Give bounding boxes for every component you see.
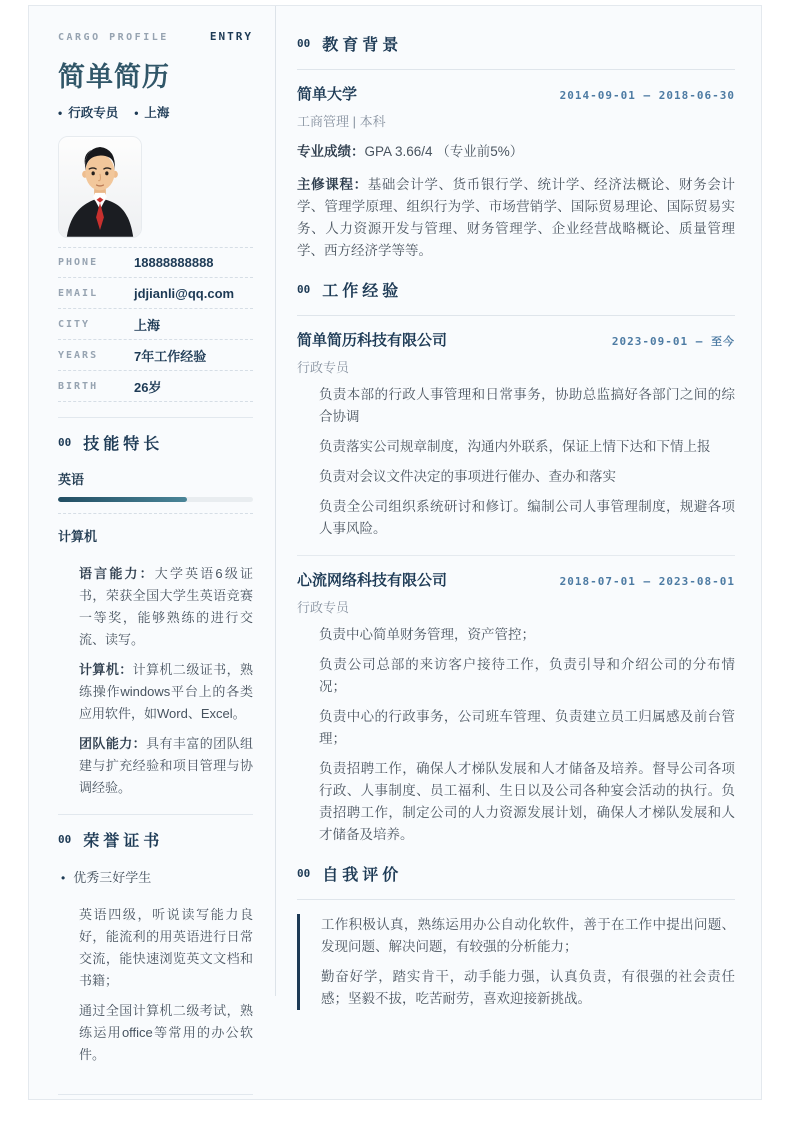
profile-header	[58, 30, 253, 43]
section-evaluation	[297, 862, 735, 1010]
job-bullet: 负责全公司组织系统研讨和修订。编制公司人事管理制度，规避各项人事风险。	[319, 499, 735, 536]
main-column	[276, 6, 763, 1010]
contact-row-birth	[58, 371, 253, 402]
section-header-skills	[58, 431, 253, 454]
section-title: 技能特长	[83, 436, 164, 453]
contact-label: YEARS	[58, 349, 99, 361]
desc-label: 语言能力：	[79, 566, 155, 581]
job-bullet: 负责对会议文件决定的事项进行催办、查办和落实	[319, 469, 616, 484]
desc-label: 团队能力：	[79, 736, 147, 751]
section-number: 00	[297, 867, 311, 880]
skill-desc-team: 团队能力：具有丰富的团队组建与扩充经验和项目管理与协调经验。	[79, 736, 253, 795]
job-separator	[297, 555, 735, 556]
job-bullet: 负责招聘工作，确保人才梯队发展和人才储备及培养。督导公司各项行政、人事制度、员工福利、生日以及公司各种宴会活动的执行。负责招聘工作，制定公司的人力资源发展计划，确保人才梯队发展和人才储备及培养。	[319, 761, 735, 842]
education-dates: 2014-09-01 – 2018-06-30	[559, 89, 735, 102]
candidate-tags	[58, 103, 253, 121]
contact-value: 26岁	[134, 379, 162, 395]
skill-desc-computer: 计算机：计算机二级证书，熟练操作windows平台上的各类应用软件，如Word、Excel。	[79, 662, 253, 721]
contact-label: BIRTH	[58, 380, 99, 392]
section-header-evaluation	[297, 862, 735, 900]
contact-label: CITY	[58, 318, 91, 330]
desc-label: 计算机：	[79, 662, 133, 677]
contact-row-email	[58, 278, 253, 309]
resume-sheet	[28, 5, 762, 1100]
contact-row-city	[58, 309, 253, 340]
job-entry-1	[297, 329, 735, 540]
company-name: 心流网络科技有限公司	[297, 572, 448, 589]
job-dates: 2018-07-01 – 2023-08-01	[559, 575, 735, 588]
contact-label: EMAIL	[58, 287, 99, 299]
sidebar	[29, 6, 276, 1095]
company-name: 简单简历科技有限公司	[297, 332, 448, 349]
gpa-label: 专业成绩：	[297, 144, 365, 159]
skill-separator	[58, 513, 253, 514]
section-number: 00	[58, 833, 72, 846]
contact-row-years	[58, 340, 253, 371]
honor-item-text: 优秀三好学生	[73, 870, 152, 885]
job-bullet: 负责本部的行政人事管理和日常事务，协助总监搞好各部门之间的综合协调	[319, 387, 735, 424]
entry-badge: ENTRY	[209, 30, 253, 43]
job-entry-top	[297, 329, 735, 350]
job-role: 行政专员	[297, 360, 350, 375]
honor-paragraphs	[58, 904, 253, 1066]
candidate-name: 简单简历	[58, 62, 170, 92]
section-skills	[58, 417, 253, 799]
school-name: 简单大学	[297, 86, 358, 103]
section-work	[297, 278, 735, 846]
skill-english-label: 英语	[58, 472, 85, 487]
section-title: 自我评价	[322, 867, 403, 884]
job-bullet: 负责中心简单财务管理，资产管控；	[319, 627, 535, 642]
major-degree: 工商管理 | 本科	[297, 114, 386, 129]
contact-value: jdjianli@qq.com	[134, 285, 235, 301]
bullet-dot-icon: •	[58, 106, 63, 120]
skill-english-bar	[58, 497, 253, 502]
evaluation-paragraph: 工作积极认真，熟练运用办公自动化软件，善于在工作中提出问题、发现问题、解决问题，有较强的分析能力；	[321, 917, 735, 954]
gpa-line: 专业成绩：GPA 3.66/4 （专业前5%）	[297, 144, 524, 159]
job-dates: 2023-09-01 – 至今	[611, 335, 735, 348]
bullet-dot-icon: •	[134, 106, 139, 120]
evaluation-quote-block	[297, 914, 735, 1010]
profile-kicker: CARGO PROFILE	[58, 32, 169, 43]
job-bullet: 负责公司总部的来访客户接待工作，负责引导和介绍公司的分布情况；	[319, 657, 735, 694]
job-role: 行政专员	[297, 600, 350, 615]
section-number: 00	[58, 436, 72, 449]
contact-value: 18888888888	[134, 255, 214, 270]
contact-list	[58, 247, 253, 402]
section-education	[297, 32, 735, 262]
tag-position: • 行政专员	[58, 106, 119, 120]
contact-row-phone	[58, 247, 253, 278]
contact-label: PHONE	[58, 257, 99, 268]
job-bullets	[297, 624, 735, 846]
section-title: 教育背景	[322, 37, 403, 54]
contact-value: 上海	[134, 317, 161, 333]
section-number: 00	[297, 283, 311, 296]
section-number: 00	[297, 37, 311, 50]
job-bullet: 负责落实公司规章制度，沟通内外联系，保证上情下达和下情上报	[319, 439, 711, 454]
section-title: 荣誉证书	[83, 833, 164, 850]
skill-computer-label: 计算机	[58, 529, 98, 544]
job-entry-top	[297, 569, 735, 590]
section-header-honors	[58, 828, 253, 851]
skill-english-bar-fill	[58, 497, 187, 502]
section-honors	[58, 814, 253, 1095]
contact-value: 7年工作经验	[134, 348, 207, 364]
sidebar-bottom-rule	[58, 1094, 253, 1095]
avatar-illustration	[59, 137, 141, 237]
job-entry-2	[297, 569, 735, 846]
education-entry	[297, 83, 735, 262]
section-header-work	[297, 278, 735, 316]
section-title: 工作经验	[322, 283, 403, 300]
tag-city: • 上海	[134, 106, 170, 120]
skill-desc-language: 语言能力：大学英语6级证书，荣获全国大学生英语竞赛一等奖，能够熟练的进行交流、读写。	[79, 566, 253, 647]
honor-paragraph: 英语四级，听说读写能力良好，能流利的用英语进行日常交流，能快速浏览英文文档和书籍；	[79, 907, 253, 988]
job-bullet: 负责中心的行政事务，公司班车管理、负责建立员工归属感及前台管理；	[319, 709, 735, 746]
bullet-dot-icon: •	[61, 871, 66, 885]
job-bullets	[297, 384, 735, 540]
section-header-education	[297, 32, 735, 70]
evaluation-paragraph: 勤奋好学，踏实肯干，动手能力强，认真负责，有很强的社会责任感；坚毅不拔，吃苦耐劳，喜欢迎接新挑战。	[321, 969, 735, 1006]
education-entry-top	[297, 83, 735, 104]
courses-line: 主修课程：基础会计学、货币银行学、统计学、经济法概论、财务会计学、管理学原理、组织行为学、市场营销学、国际贸易理论、国际贸易实务、人力资源开发与管理、财务管理学、企业经营战略概论、质量管理学、西方经济学等等。	[297, 177, 735, 258]
profile-photo	[58, 136, 142, 238]
honor-paragraph: 通过全国计算机二级考试，熟练运用office等常用的办公软件。	[79, 1003, 253, 1062]
honor-item	[58, 867, 253, 886]
skill-descriptions	[58, 563, 253, 799]
courses-label: 主修课程：	[297, 177, 368, 192]
